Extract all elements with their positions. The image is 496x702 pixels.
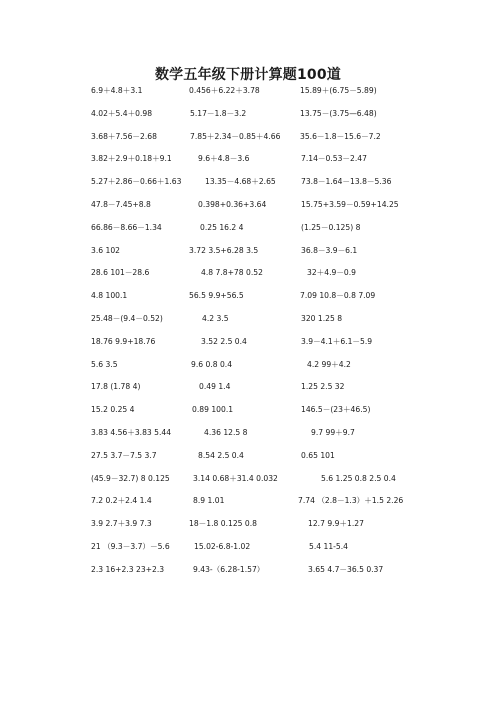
problem-expression: 0.398+0.36+3.64	[198, 199, 267, 209]
problem-expression: 12.7 9.9＋1.27	[308, 519, 364, 529]
problem-expression: 7.09 10.8－0.8 7.09	[300, 291, 376, 301]
problem-expression: 9.7 99＋9.7	[311, 427, 355, 437]
problem-row	[91, 519, 491, 542]
problem-expression: 7.85＋2.34－0.85＋4.66	[190, 131, 281, 141]
problem-row	[91, 177, 491, 200]
problem-row	[91, 246, 491, 269]
problem-expression: 18－1.8 0.125 0.8	[189, 519, 257, 529]
problem-expression: 4.2 3.5	[202, 313, 229, 323]
problem-expression: 7.2 0.2＋2.4 1.4	[91, 496, 152, 506]
problem-expression: 18.76 9.9+18.76	[91, 336, 156, 346]
problem-expression: 15.2 0.25 4	[91, 405, 135, 415]
problem-row	[91, 223, 491, 246]
problem-expression: 66.86－8.66－1.34	[91, 222, 162, 232]
problem-row	[91, 496, 491, 519]
problem-expression: 13.75－(3.75—6.48)	[300, 108, 377, 118]
problem-expression: 15.89＋(6.75－5.89)	[300, 86, 377, 95]
problem-expression: 146.5－(23＋46.5)	[301, 405, 371, 415]
problem-expression: 4.36 12.5 8	[204, 427, 248, 437]
problem-expression: 4.2 99＋4.2	[307, 359, 351, 369]
problem-row	[91, 428, 491, 451]
problem-list	[91, 86, 491, 588]
problem-row	[91, 565, 491, 588]
problem-expression: 8.54 2.5 0.4	[198, 450, 244, 460]
problem-row	[91, 109, 491, 132]
problem-expression: 3.6 102	[91, 245, 120, 255]
problem-expression: 56.5 9.9+56.5	[189, 291, 244, 301]
problem-expression: 28.6 101－28.6	[91, 268, 150, 278]
problem-expression: 5.4 11-5.4	[309, 541, 348, 551]
problem-expression: 47.8－7.45+8.8	[91, 199, 151, 209]
problem-expression: 320 1.25 8	[301, 313, 343, 323]
problem-expression: (1.25－0.125) 8	[301, 222, 361, 232]
problem-row	[91, 474, 491, 497]
problem-expression: 6.9＋4.8＋3.1	[91, 86, 143, 95]
problem-expression: 3.83 4.56＋3.83 5.44	[91, 427, 172, 437]
problem-expression: 0.25 16.2 4	[200, 222, 244, 232]
problem-expression: 7.14－0.53－2.47	[301, 154, 367, 164]
problem-row	[91, 542, 491, 565]
problem-row	[91, 360, 491, 383]
problem-row	[91, 291, 491, 314]
problem-expression: 3.52 2.5 0.4	[201, 336, 247, 346]
problem-expression: 9.6 0.8 0.4	[191, 359, 233, 369]
problem-expression: 2.3 16+2.3 23+2.3	[91, 564, 165, 574]
problem-row	[91, 337, 491, 360]
problem-expression: 5.27＋2.86－0.66＋1.63	[91, 177, 182, 187]
problem-expression: 4.02＋5.4＋0.98	[91, 108, 153, 118]
problem-expression: 3.72 3.5+6.28 3.5	[189, 245, 259, 255]
problem-expression: 3.65 4.7－36.5 0.37	[308, 564, 384, 574]
problem-row	[91, 268, 491, 291]
problem-expression: 15.75+3.59－0.59+14.25	[301, 199, 399, 209]
problem-expression: 3.9－4.1＋6.1－5.9	[301, 336, 373, 346]
problem-row	[91, 200, 491, 223]
problem-expression: 0.49 1.4	[199, 382, 231, 392]
problem-expression: 25.48－(9.4－0.52)	[91, 313, 163, 323]
problem-row	[91, 132, 491, 155]
problem-expression: 27.5 3.7－7.5 3.7	[91, 450, 157, 460]
problem-expression: 5.17－1.8－3.2	[190, 108, 247, 118]
problem-expression: 35.6－1.8－15.6－7.2	[300, 131, 381, 141]
document-title: 数学五年级下册计算题100道	[154, 67, 342, 83]
problem-expression: (45.9－32.7) 8 0.125	[91, 473, 170, 483]
problem-expression: 4.8 7.8+78 0.52	[201, 268, 263, 278]
problem-row	[91, 382, 491, 405]
problem-row	[91, 314, 491, 337]
problem-expression: 15.02-6.8-1.02	[194, 541, 251, 551]
problem-row	[91, 86, 491, 109]
problem-expression: 5.6 1.25 0.8 2.5 0.4	[321, 473, 396, 483]
problem-expression: 8.9 1.01	[193, 496, 225, 506]
problem-expression: 32＋4.9－0.9	[307, 268, 357, 278]
problem-expression: 9.6＋4.8－3.6	[198, 154, 250, 164]
problem-expression: 73.8－1.64－13.8－5.36	[301, 177, 392, 187]
problem-expression: 13.35－4.68＋2.65	[205, 177, 276, 187]
problem-expression: 7.74 （2.8－1.3）＋1.5 2.26	[298, 496, 404, 506]
problem-expression: 0.456＋6.22＋3.78	[189, 86, 260, 95]
problem-expression: 5.6 3.5	[91, 359, 118, 369]
problem-row	[91, 154, 491, 177]
problem-expression: 4.8 100.1	[91, 291, 128, 301]
problem-expression: 9.43-（6.28-1.57）	[193, 564, 265, 574]
problem-expression: 0.89 100.1	[192, 405, 234, 415]
problem-expression: 0.65 101	[301, 450, 335, 460]
problem-expression: 1.25 2.5 32	[301, 382, 345, 392]
problem-expression: 3.14 0.68＋31.4 0.032	[193, 473, 278, 483]
problem-row	[91, 451, 491, 474]
problem-expression: 3.68＋7.56－2.68	[91, 131, 157, 141]
problem-expression: 3.9 2.7＋3.9 7.3	[91, 519, 152, 529]
problem-expression: 21 （9.3－3.7）－5.6	[91, 541, 170, 551]
problem-expression: 3.82＋2.9＋0.18＋9.1	[91, 154, 172, 164]
problem-expression: 17.8 (1.78 4)	[91, 382, 141, 392]
problem-row	[91, 405, 491, 428]
problem-expression: 36.8－3.9－6.1	[301, 245, 358, 255]
